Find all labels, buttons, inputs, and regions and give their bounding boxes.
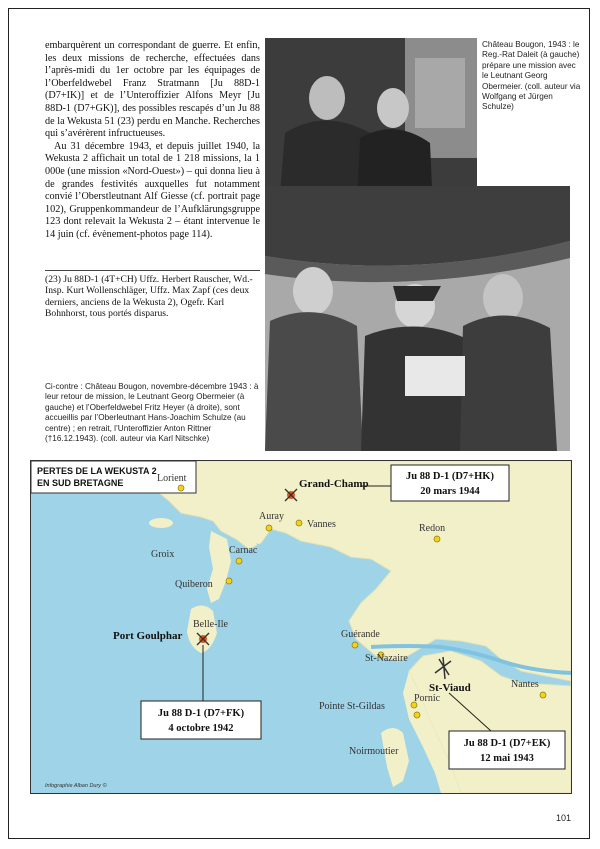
label-quiberon: Quiberon [175,579,213,590]
callout-fk-line2: 4 octobre 1942 [168,723,234,734]
map-svg [31,461,571,793]
map-credit: Infographie Alban Dury © [45,783,107,789]
label-auray: Auray [259,511,284,522]
label-groix: Groix [151,549,175,560]
body-text [45,40,260,242]
label-lorient: Lorient [157,473,187,484]
page-number: 101 [556,813,572,823]
town-dot-auray [266,525,272,531]
label-st-nazaire: St-Nazaire [365,653,408,664]
callout-hk-line2: 20 mars 1944 [420,486,480,497]
callout-hk-line1: Ju 88 D-1 (D7+HK) [406,471,494,482]
label-redon: Redon [419,523,446,534]
paragraph-1: embarquèrent un correspondant de guerre. Et enfin, les deux missions de recherche, effectuées dans l’après-midi du 1er octobre par les équipages de l’Oberfeldwebel Franz Stratmann [Ju 88D-1 (D7+IK)] et de l’Unteroffizier Alfons Meyr [Ju 88D-1 (D7+GK)], des possibles rescapés d’un Ju 88 de la Wekusta 51 (23) perdu en Manche. Recherches qui s’avérèrent infructueuses. [45,40,260,140]
callout-ek-line1: Ju 88 D-1 (D7+EK) [463,738,551,749]
paragraph-2: Au 31 décembre 1943, et depuis juillet 1940, la Wekusta 2 affichait un total de 1 218 missions, la 1 000e (une mission «Nord-Ouest») – qui donna lieu à de grandes festivités auxquelles fut notamment convié l’Oberstleutnant Alf Giesse (cf. portrait page 102), Gruppenkommandeur de l’Aufklärungsgruppe 123 dont relevait la Wekusta 2 – étant intervenue le 14 juin (cf. évènement-photos page 114). [45,140,260,240]
callout-ek [449,731,565,769]
label-carnac: Carnac [229,545,258,556]
callout-fk [141,701,261,739]
label-pointe-st-gildas: Pointe St-Gildas [319,701,385,712]
town-dot-redon [434,536,440,542]
caption-middle-left: Ci-contre : Château Bougon, novembre-décembre 1943 : à leur retour de mission, le Leutnant Georg Obermeier (à gauche) et l’Oberfeldwebel Fritz Heyer (à droite), sont accueillis par l’Oberleutnant Hans-Joachim Schulze (au centre) ; en retrait, l’Unteroffizier Anton Rittner (†16.12.1943). (coll. auteur via Karl Nitschke) [45,382,259,444]
town-dot-guerande [352,642,358,648]
town-dot-pornic [414,712,420,718]
callout-hk [391,465,509,501]
groix-island [149,518,173,528]
site-label-grand-champ: Grand-Champ [299,478,369,490]
caption-top-right: Château Bougon, 1943 : le Reg.-Rat Daleit (à gauche) prépare une mission avec le Leutnant Georg Obermeier. (coll. auteur via Wolfgang et Jürgen Schulze) [482,40,581,112]
label-guerande: Guérande [341,629,380,640]
label-belle-ile: Belle-Ile [193,619,228,630]
callout-fk-line1: Ju 88 D-1 (D7+FK) [157,708,245,719]
label-nantes: Nantes [511,679,539,690]
site-label-port-goulphar: Port Goulphar [113,630,183,642]
label-vannes: Vannes [307,519,336,530]
town-dot-nantes [540,692,546,698]
map-south-brittany [30,460,572,794]
map-title-line2: EN SUD BRETAGNE [37,478,124,488]
map-title-line1: PERTES DE LA WEKUSTA 2 [37,466,157,476]
town-dot-lorient [178,485,184,491]
town-dot-vannes [296,520,302,526]
footnote: (23) Ju 88D-1 (4T+CH) Uffz. Herbert Rauscher, Wd.-Insp. Kurt Wollenschläger, Uffz. Max Zapf (ces deux derniers, anciens de la Wekusta 2), Ogefr. Karl Bohnhorst, tous portés disparus. [45,270,260,320]
label-pornic: Pornic [414,693,441,704]
photo-2-illustration [265,186,570,451]
label-noirmoutier: Noirmoutier [349,746,399,757]
site-label-st-viaud: St-Viaud [429,682,471,694]
callout-ek-line2: 12 mai 1943 [480,753,534,764]
photo-crew-under-wing [265,186,570,451]
town-dot-quiberon [226,578,232,584]
town-dot-carnac [236,558,242,564]
